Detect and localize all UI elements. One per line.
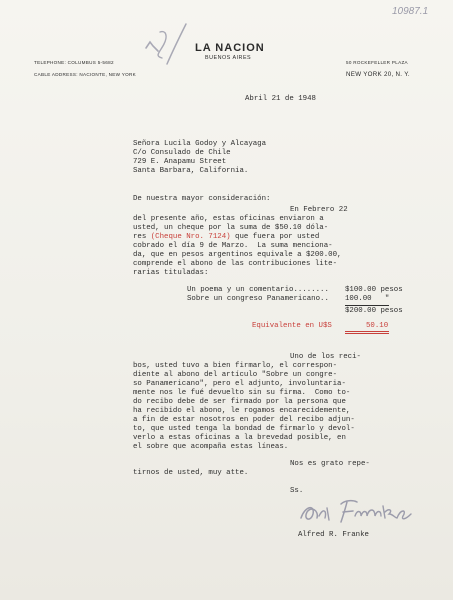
contribution-amount: $100.00 pesos [345, 286, 403, 294]
letterhead-phone: TELEPHONE: COLUMBUS 5-5682 [34, 60, 114, 65]
letterhead-city: BUENOS AIRES [205, 55, 252, 61]
letter-date: Abril 21 de 1948 [245, 95, 316, 103]
total-amount: $200.00 pesos [345, 307, 403, 315]
letterhead-address-2: NEW YORK 20, N. Y. [346, 71, 410, 78]
recipient-line: C/o Consulado de Chile [133, 149, 231, 157]
contribution-amount: 100.00 " [345, 295, 390, 303]
paragraph-line: verlo a estas oficinas a la brevedad posible, en [133, 434, 346, 442]
pencil-check-mark [140, 18, 195, 68]
paragraph-line: Uno de los reci- [290, 353, 361, 361]
ss-abbreviation: Ss. [290, 487, 304, 495]
paragraph-line: diente al abono del artículo "Sobre un congre- [133, 371, 338, 379]
archive-number: 10987.1 [392, 6, 429, 17]
paragraph-line [133, 233, 319, 242]
equivalent-label: Equivalente en U$S [252, 322, 332, 330]
equivalent-underline [345, 333, 389, 334]
text-run: res [133, 233, 151, 241]
paragraph-line: En Febrero 22 [290, 206, 348, 214]
recipient-line: Señora Lucila Godoy y Alcayaga [133, 140, 267, 148]
paragraph-line: do recibo debe de ser firmado por la persona que [133, 398, 346, 406]
paragraph-line: ha recibido el abono, le rogamos encarecidemente, [133, 407, 351, 415]
letterhead-cable: CABLE ADDRESS: NACIONTE, NEW YORK [34, 72, 136, 77]
equivalent-value: 50.10 [366, 322, 389, 330]
handwritten-signature [297, 494, 417, 530]
contribution-label: Un poema y un comentario........ [187, 286, 329, 294]
recipient-line: Santa Barbara, California. [133, 167, 249, 175]
paragraph-line: mente nos le fué devuelto sin su firma. Como to- [133, 389, 351, 397]
paragraph-line: da, que en pesos argentinos equivale a $200.00, [133, 251, 342, 259]
letterhead-address-1: 50 ROCKEFELLER PLAZA [346, 60, 408, 65]
equivalent-underline [345, 331, 389, 332]
paragraph-line: so Panamericano", pero el adjunto, involuntaria- [133, 380, 346, 388]
paragraph-line: to, que usted tenga la bondad de firmarlo y devol- [133, 425, 355, 433]
paragraph-line: el sobre que acompaña estas líneas. [133, 443, 289, 451]
salutation: De nuestra mayor consideración: [133, 195, 271, 203]
paragraph-line: rarias tituladas: [133, 269, 209, 277]
contribution-label: Sobre un congreso Panamericano.. [187, 295, 329, 303]
letterhead-name: LA NACION [195, 42, 265, 54]
paragraph-line: bos, usted tuvo a bien firmarlo, el correspon- [133, 362, 338, 370]
paragraph-line: comprende el abono de las contribuciones lite- [133, 260, 338, 268]
recipient-line: 729 E. Anapamu Street [133, 158, 227, 166]
closing-line: tirnos de usted, muy atte. [133, 469, 249, 477]
paragraph-line: cobrado el día 9 de Marzo. La suma menciona- [133, 242, 333, 250]
paragraph-line: del presente año, estas oficinas enviaron a [133, 215, 324, 223]
total-rule-top [345, 305, 389, 306]
text-run: que fuera por usted [230, 233, 320, 241]
paragraph-line: a fin de estar nosotros en poder del recibo adjun- [133, 416, 355, 424]
paragraph-line: usted, un cheque por la suma de $50.10 dóla- [133, 224, 329, 232]
signer-name: Alfred R. Franke [298, 531, 369, 539]
check-number-red: (Cheque Nro. 7124) [150, 233, 231, 241]
closing-line: Nos es grato repe- [290, 460, 370, 468]
